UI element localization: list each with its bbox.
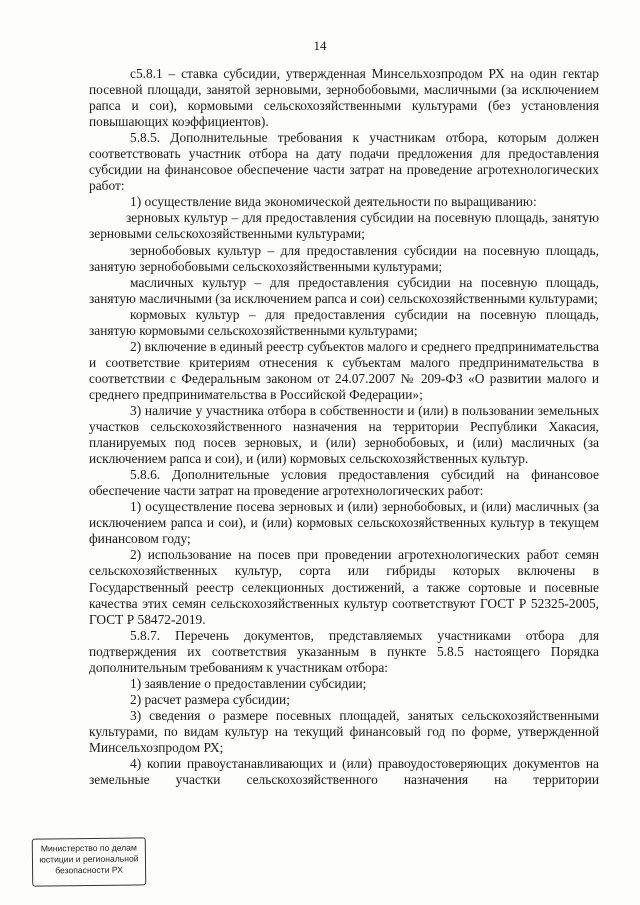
paragraph: 2) расчет размера субсидии; <box>130 691 290 707</box>
stamp-line: безопасности РХ <box>55 864 124 876</box>
paragraph: 2) использование на посев при проведении агротехнологических работ семян сельскохозяйственных культур, сорта или гибриды которых включены в Государственный реестр селекционных достижений, а также сортовые и посевные качества этих семян сельскохозяйственных культур соответствуют ГОСТ Р 52325-2005, ГОСТ Р 58472-2019. <box>89 547 599 627</box>
paragraph: кормовых культур – для предоставления субсидии на посевную площадь, занятую кормовыми сельскохозяйственными культурами; <box>89 306 599 338</box>
paragraph: 3) сведения о размере посевных площадей, занятых сельскохозяйственными культурами, по видам культур на текущий финансовый год по форме, утвержденной Минсельхозпродом РХ; <box>89 707 599 755</box>
paragraph: c5.8.1 – ставка субсидии, утвержденная Минсельхозпродом РХ на один гектар посевной площади, занятой зерновыми, зернобобовыми, масличными (за исключением рапса и сои), кормовыми сельскохозяйственными культурами (без установления повышающих коэффициентов). <box>89 66 599 130</box>
ministry-stamp <box>32 837 146 886</box>
paragraph: масличных культур – для предоставления субсидии на посевную площадь, занятую масличными (за исключением рапса и сои) сельскохозяйственными культурами; <box>89 274 599 306</box>
paragraph: 1) осуществление посева зерновых и (или) зернобобовых, и (или) масличных (за исключением рапса и сои), и (или) кормовых сельскохозяйственных культур в текущем финансовом году; <box>89 499 599 547</box>
paragraph: 1) осуществление вида экономической деятельности по выращиванию: <box>130 194 537 210</box>
stamp-line: юстиции и региональной <box>39 853 139 865</box>
paragraph: 5.8.5. Дополнительные требования к участникам отбора, которым должен соответствовать участник отбора на дату подачи предложения для предоставления субсидии на финансовое обеспечение части затрат на проведение агротехнологических работ: <box>89 130 599 194</box>
paragraph: 1) заявление о предоставлении субсидии; <box>130 675 367 691</box>
paragraph: 4) копии правоустанавливающих и (или) правоудостоверяющих документов на земельные участки сельскохозяйственного назначения на территории <box>89 756 599 788</box>
document-body <box>89 66 599 788</box>
paragraph: 3) наличие у участника отбора в собственности и (или) в пользовании земельных участков сельскохозяйственного назначения на территории Республики Хакасия, планируемых под посев зерновых, и (или) зернобобовых, и (или) масличных (за исключением рапса и сои), и (или) кормовых сельскохозяйственных культур. <box>89 402 599 467</box>
page-number: 14 <box>313 38 327 53</box>
paragraph: зерновых культур – для предоставления субсидии на посевную площадь, занятую зерновыми сельскохозяйственными культурами; <box>89 210 599 242</box>
stamp-line: Министерство по делам <box>40 842 137 854</box>
paragraph: 5.8.7. Перечень документов, представляемых участниками отбора для подтверждения их соответствия указанным в пункте 5.8.5 настоящего Порядка дополнительным требованиям к участникам отбора: <box>89 627 599 675</box>
paragraph: 5.8.6. Дополнительные условия предоставления субсидий на финансовое обеспечение части затрат на проведение агротехнологических работ: <box>89 467 599 499</box>
paragraph: зернобобовых культур – для предоставления субсидии на посевную площадь, занятую зернобобовыми сельскохозяйственными культурами; <box>89 242 599 274</box>
paragraph: 2) включение в единый реестр субъектов малого и среднего предпринимательства и соответствие критериям отнесения к субъектам малого предпринимательства в соответствии с Федеральным законом от 24.07.2007 № 209-ФЗ «О развитии малого и среднего предпринимательства в Российской Федерации»; <box>89 338 599 402</box>
